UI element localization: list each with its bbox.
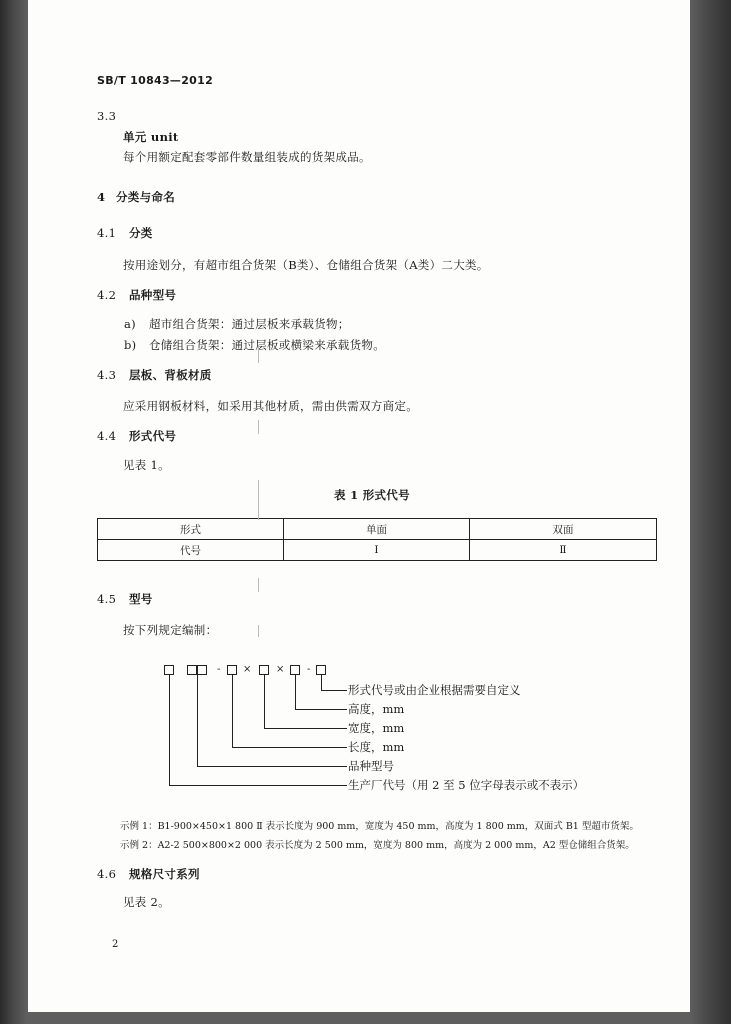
list-item-b-marker: b) [124, 338, 137, 352]
scan-artifact [258, 480, 259, 520]
table-cell: 双面 [470, 519, 657, 540]
table-cell: Ⅱ [470, 540, 657, 561]
section-4-4-body: 见表 1。 [123, 458, 170, 472]
separator: - [307, 664, 311, 675]
code-box [316, 665, 326, 675]
diagram-label-height: 高度，mm [348, 702, 405, 716]
code-box [197, 665, 207, 675]
section-4-number: 4 [97, 190, 106, 204]
section-4-3-title: 层板、背板材质 [129, 368, 212, 382]
leader-line [295, 675, 296, 709]
section-4-1-body: 按用途划分，有超市组合货架（B类）、仓储组合货架（A类）二大类。 [123, 258, 489, 272]
code-box [259, 665, 269, 675]
diagram-label-manufacturer: 生产厂代号（用 2 至 5 位字母表示或不表示） [348, 778, 585, 792]
leader-line [169, 675, 170, 785]
section-4-6-title: 规格尺寸系列 [129, 867, 200, 881]
diagram-label-length: 长度，mm [348, 740, 405, 754]
scan-artifact [258, 625, 259, 637]
section-4-5-number: 4.5 [97, 592, 117, 606]
leader-line [197, 675, 198, 766]
table-cell: 代号 [98, 540, 284, 561]
section-4-6-body: 见表 2。 [123, 895, 170, 909]
section-4-6-number: 4.6 [97, 867, 117, 881]
leader-line [169, 785, 347, 786]
leader-line [197, 766, 347, 767]
leader-line [321, 675, 322, 690]
section-3-3-number: 3.3 [97, 109, 117, 123]
code-box [227, 665, 237, 675]
section-4-1-number: 4.1 [97, 226, 117, 240]
example-2: 示例 2：A2-2 500×800×2 000 表示长度为 2 500 mm，宽度为 800 mm，高度为 2 000 mm，A2 型仓储组合货架。 [120, 840, 635, 851]
doc-id: SB/T 10843—2012 [97, 74, 214, 87]
section-4-1-title: 分类 [129, 226, 153, 240]
code-box [187, 665, 197, 675]
section-4-5-body: 按下列规定编制： [123, 623, 218, 637]
leader-line [321, 690, 347, 691]
table-cell: 形式 [98, 519, 284, 540]
diagram-label-form-code: 形式代号或由企业根据需要自定义 [348, 683, 521, 697]
section-4-title: 分类与命名 [116, 190, 175, 204]
section-4-3-number: 4.3 [97, 368, 117, 382]
leader-line [264, 728, 347, 729]
section-4-5-title: 型号 [129, 592, 153, 606]
leader-line [264, 675, 265, 728]
leader-line [232, 675, 233, 747]
leader-line [295, 709, 347, 710]
table-1-caption: 表 1 形式代号 [334, 488, 410, 502]
list-item-a-text: 超市组合货架：通过层板来承载货物； [149, 317, 350, 331]
leader-line [232, 747, 347, 748]
separator: - [217, 664, 221, 675]
table-cell: 单面 [284, 519, 470, 540]
section-4-2-number: 4.2 [97, 288, 117, 302]
separator: × [276, 664, 285, 675]
separator: × [243, 664, 252, 675]
document-page [28, 0, 690, 1012]
section-4-2-title: 品种型号 [129, 288, 177, 302]
scan-artifact [258, 345, 259, 363]
section-3-3-term: 单元 unit [123, 130, 179, 144]
section-4-3-body: 应采用钢板材料，如采用其他材质，需由供需双方商定。 [123, 399, 418, 413]
list-item-a-marker: a) [124, 317, 136, 331]
section-4-4-title: 形式代号 [129, 429, 177, 443]
diagram-label-width: 宽度，mm [348, 721, 405, 735]
table-cell: I [284, 540, 470, 561]
example-1: 示例 1：B1-900×450×1 800 Ⅱ 表示长度为 900 mm，宽度为 450 mm，高度为 1 800 mm，双面式 B1 型超市货架。 [120, 821, 639, 832]
section-3-3-definition: 每个用额定配套零部件数量组装成的货架成品。 [123, 150, 371, 164]
code-box [164, 665, 174, 675]
scan-artifact [258, 420, 259, 434]
table-1 [97, 518, 657, 561]
list-item-b-text: 仓储组合货架：通过层板或横梁来承载货物。 [149, 338, 385, 352]
table-row [98, 519, 657, 540]
scan-artifact [258, 578, 259, 592]
code-box [290, 665, 300, 675]
section-4-4-number: 4.4 [97, 429, 117, 443]
table-row [98, 540, 657, 561]
diagram-label-variety: 品种型号 [348, 759, 394, 773]
page-number: 2 [112, 939, 119, 950]
